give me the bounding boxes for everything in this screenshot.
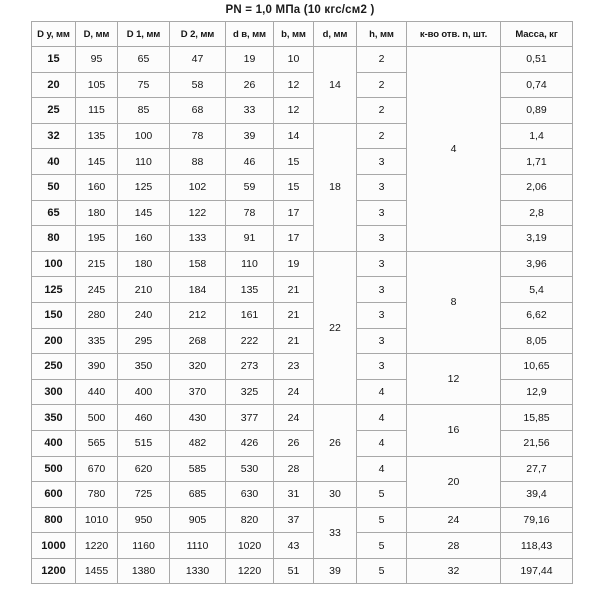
cell-hub-height: 4 [357, 456, 407, 482]
cell-thickness: 15 [274, 149, 314, 175]
column-header-h: h, мм [357, 22, 407, 47]
cell-raised-face: 212 [170, 302, 226, 328]
cell-nominal-diameter: 250 [32, 354, 76, 380]
cell-thickness: 31 [274, 482, 314, 508]
cell-bore-diameter: 110 [226, 251, 274, 277]
cell-hub-height: 4 [357, 430, 407, 456]
cell-thickness: 21 [274, 277, 314, 303]
cell-bore-diameter: 530 [226, 456, 274, 482]
cell-hub-height: 3 [357, 277, 407, 303]
cell-hub-height: 4 [357, 379, 407, 405]
cell-nominal-diameter: 300 [32, 379, 76, 405]
cell-nominal-diameter: 200 [32, 328, 76, 354]
cell-outer-diameter: 780 [76, 482, 118, 508]
cell-bore-diameter: 222 [226, 328, 274, 354]
cell-bore-diameter: 161 [226, 302, 274, 328]
cell-nominal-diameter: 15 [32, 47, 76, 73]
column-header-dy: D у, мм [32, 22, 76, 47]
cell-bolt-circle: 515 [118, 430, 170, 456]
cell-outer-diameter: 195 [76, 226, 118, 252]
cell-thickness: 26 [274, 430, 314, 456]
cell-thickness: 15 [274, 174, 314, 200]
cell-bore-diameter: 33 [226, 98, 274, 124]
cell-bore-diameter: 39 [226, 123, 274, 149]
cell-raised-face: 68 [170, 98, 226, 124]
cell-mass: 3,96 [501, 251, 573, 277]
cell-raised-face: 320 [170, 354, 226, 380]
cell-bore-diameter: 59 [226, 174, 274, 200]
cell-thickness: 43 [274, 533, 314, 559]
cell-outer-diameter: 335 [76, 328, 118, 354]
cell-nominal-diameter: 1000 [32, 533, 76, 559]
cell-outer-diameter: 670 [76, 456, 118, 482]
cell-outer-diameter: 440 [76, 379, 118, 405]
cell-outer-diameter: 215 [76, 251, 118, 277]
cell-mass: 8,05 [501, 328, 573, 354]
cell-mass: 1,4 [501, 123, 573, 149]
cell-thickness: 19 [274, 251, 314, 277]
cell-nominal-diameter: 125 [32, 277, 76, 303]
cell-hub-height: 3 [357, 251, 407, 277]
cell-bolt-circle: 1380 [118, 558, 170, 584]
cell-nominal-diameter: 800 [32, 507, 76, 533]
cell-raised-face: 1110 [170, 533, 226, 559]
cell-bore-diameter: 377 [226, 405, 274, 431]
column-header-d2: D 2, мм [170, 22, 226, 47]
cell-thickness: 14 [274, 123, 314, 149]
cell-bolt-diameter: 22 [314, 251, 357, 405]
cell-hub-height: 5 [357, 558, 407, 584]
cell-hub-height: 3 [357, 328, 407, 354]
cell-bolt-circle: 210 [118, 277, 170, 303]
cell-thickness: 12 [274, 72, 314, 98]
cell-nominal-diameter: 100 [32, 251, 76, 277]
cell-bolt-count: 4 [407, 47, 501, 252]
header-row [32, 22, 573, 47]
cell-raised-face: 58 [170, 72, 226, 98]
cell-raised-face: 1330 [170, 558, 226, 584]
cell-bore-diameter: 630 [226, 482, 274, 508]
cell-bore-diameter: 1220 [226, 558, 274, 584]
cell-outer-diameter: 245 [76, 277, 118, 303]
cell-nominal-diameter: 32 [32, 123, 76, 149]
cell-bolt-count: 32 [407, 558, 501, 584]
column-header-bolt-diameter: d, мм [314, 22, 357, 47]
cell-mass: 39,4 [501, 482, 573, 508]
cell-hub-height: 5 [357, 533, 407, 559]
cell-hub-height: 2 [357, 47, 407, 73]
cell-mass: 2,06 [501, 174, 573, 200]
cell-bolt-circle: 125 [118, 174, 170, 200]
cell-mass: 79,16 [501, 507, 573, 533]
cell-hub-height: 2 [357, 98, 407, 124]
table-header [32, 22, 573, 47]
cell-outer-diameter: 1010 [76, 507, 118, 533]
cell-thickness: 10 [274, 47, 314, 73]
column-header-b: b, мм [274, 22, 314, 47]
cell-bolt-count: 16 [407, 405, 501, 456]
cell-bolt-circle: 65 [118, 47, 170, 73]
cell-bolt-diameter: 39 [314, 558, 357, 584]
cell-bore-diameter: 273 [226, 354, 274, 380]
cell-hub-height: 3 [357, 200, 407, 226]
cell-raised-face: 482 [170, 430, 226, 456]
flange-spec-table [31, 21, 573, 584]
cell-mass: 5,4 [501, 277, 573, 303]
cell-outer-diameter: 145 [76, 149, 118, 175]
cell-nominal-diameter: 20 [32, 72, 76, 98]
cell-bolt-diameter: 18 [314, 123, 357, 251]
cell-raised-face: 268 [170, 328, 226, 354]
cell-bore-diameter: 26 [226, 72, 274, 98]
cell-bolt-count: 8 [407, 251, 501, 353]
table-row [32, 354, 573, 380]
cell-outer-diameter: 280 [76, 302, 118, 328]
cell-bolt-diameter: 30 [314, 482, 357, 508]
table-body [32, 47, 573, 584]
cell-bolt-circle: 75 [118, 72, 170, 98]
cell-raised-face: 88 [170, 149, 226, 175]
cell-mass: 197,44 [501, 558, 573, 584]
cell-bore-diameter: 135 [226, 277, 274, 303]
column-header-d1: D 1, мм [118, 22, 170, 47]
cell-bore-diameter: 19 [226, 47, 274, 73]
table-row [32, 507, 573, 533]
cell-hub-height: 4 [357, 405, 407, 431]
cell-nominal-diameter: 600 [32, 482, 76, 508]
cell-outer-diameter: 500 [76, 405, 118, 431]
cell-mass: 27,7 [501, 456, 573, 482]
cell-thickness: 21 [274, 302, 314, 328]
cell-bore-diameter: 1020 [226, 533, 274, 559]
cell-raised-face: 685 [170, 482, 226, 508]
cell-thickness: 23 [274, 354, 314, 380]
table-row [32, 456, 573, 482]
cell-mass: 12,9 [501, 379, 573, 405]
cell-bolt-count: 28 [407, 533, 501, 559]
cell-nominal-diameter: 500 [32, 456, 76, 482]
cell-nominal-diameter: 400 [32, 430, 76, 456]
cell-bolt-diameter: 26 [314, 405, 357, 482]
cell-bolt-count: 12 [407, 354, 501, 405]
cell-outer-diameter: 105 [76, 72, 118, 98]
cell-thickness: 51 [274, 558, 314, 584]
column-header-mass: Масса, кг [501, 22, 573, 47]
cell-outer-diameter: 1455 [76, 558, 118, 584]
cell-thickness: 21 [274, 328, 314, 354]
cell-bolt-circle: 110 [118, 149, 170, 175]
cell-thickness: 17 [274, 226, 314, 252]
cell-hub-height: 5 [357, 482, 407, 508]
column-header-bolt-count: к-во отв. n, шт. [407, 22, 501, 47]
cell-bolt-diameter: 14 [314, 47, 357, 124]
table-row [32, 533, 573, 559]
cell-nominal-diameter: 1200 [32, 558, 76, 584]
cell-bolt-circle: 400 [118, 379, 170, 405]
cell-mass: 3,19 [501, 226, 573, 252]
cell-raised-face: 184 [170, 277, 226, 303]
cell-outer-diameter: 1220 [76, 533, 118, 559]
cell-outer-diameter: 390 [76, 354, 118, 380]
table-row [32, 251, 573, 277]
cell-mass: 6,62 [501, 302, 573, 328]
cell-raised-face: 133 [170, 226, 226, 252]
cell-raised-face: 430 [170, 405, 226, 431]
cell-bore-diameter: 820 [226, 507, 274, 533]
cell-bolt-circle: 460 [118, 405, 170, 431]
cell-mass: 1,71 [501, 149, 573, 175]
cell-thickness: 28 [274, 456, 314, 482]
cell-bore-diameter: 426 [226, 430, 274, 456]
cell-outer-diameter: 565 [76, 430, 118, 456]
cell-bolt-circle: 240 [118, 302, 170, 328]
cell-hub-height: 3 [357, 226, 407, 252]
cell-bolt-circle: 350 [118, 354, 170, 380]
cell-mass: 10,65 [501, 354, 573, 380]
cell-thickness: 24 [274, 379, 314, 405]
cell-outer-diameter: 160 [76, 174, 118, 200]
cell-bolt-circle: 85 [118, 98, 170, 124]
cell-nominal-diameter: 50 [32, 174, 76, 200]
cell-nominal-diameter: 350 [32, 405, 76, 431]
cell-raised-face: 78 [170, 123, 226, 149]
cell-raised-face: 102 [170, 174, 226, 200]
cell-thickness: 24 [274, 405, 314, 431]
cell-hub-height: 3 [357, 302, 407, 328]
cell-raised-face: 122 [170, 200, 226, 226]
cell-bore-diameter: 325 [226, 379, 274, 405]
cell-mass: 2,8 [501, 200, 573, 226]
cell-raised-face: 47 [170, 47, 226, 73]
table-row [32, 47, 573, 73]
cell-thickness: 17 [274, 200, 314, 226]
cell-bolt-circle: 145 [118, 200, 170, 226]
cell-bore-diameter: 46 [226, 149, 274, 175]
cell-outer-diameter: 135 [76, 123, 118, 149]
cell-outer-diameter: 115 [76, 98, 118, 124]
cell-bolt-circle: 180 [118, 251, 170, 277]
page-title: PN = 1,0 МПа (10 кгс/см2 ) [225, 4, 375, 16]
cell-bolt-circle: 950 [118, 507, 170, 533]
cell-mass: 0,74 [501, 72, 573, 98]
cell-hub-height: 3 [357, 354, 407, 380]
cell-bolt-count: 24 [407, 507, 501, 533]
cell-bolt-diameter: 33 [314, 507, 357, 558]
cell-nominal-diameter: 150 [32, 302, 76, 328]
cell-raised-face: 370 [170, 379, 226, 405]
cell-bolt-circle: 100 [118, 123, 170, 149]
column-header-d: D, мм [76, 22, 118, 47]
cell-bore-diameter: 91 [226, 226, 274, 252]
cell-nominal-diameter: 80 [32, 226, 76, 252]
cell-bore-diameter: 78 [226, 200, 274, 226]
cell-outer-diameter: 95 [76, 47, 118, 73]
cell-mass: 0,51 [501, 47, 573, 73]
cell-mass: 0,89 [501, 98, 573, 124]
cell-bolt-circle: 160 [118, 226, 170, 252]
cell-hub-height: 5 [357, 507, 407, 533]
column-header-dv: d в, мм [226, 22, 274, 47]
cell-bolt-circle: 725 [118, 482, 170, 508]
cell-bolt-circle: 295 [118, 328, 170, 354]
cell-hub-height: 3 [357, 174, 407, 200]
cell-mass: 21,56 [501, 430, 573, 456]
table-row [32, 558, 573, 584]
cell-hub-height: 3 [357, 149, 407, 175]
table-row [32, 405, 573, 431]
cell-raised-face: 585 [170, 456, 226, 482]
cell-raised-face: 158 [170, 251, 226, 277]
table-container [0, 21, 600, 584]
cell-hub-height: 2 [357, 72, 407, 98]
cell-nominal-diameter: 40 [32, 149, 76, 175]
cell-raised-face: 905 [170, 507, 226, 533]
cell-mass: 118,43 [501, 533, 573, 559]
cell-bolt-circle: 1160 [118, 533, 170, 559]
cell-nominal-diameter: 65 [32, 200, 76, 226]
cell-bolt-circle: 620 [118, 456, 170, 482]
cell-thickness: 12 [274, 98, 314, 124]
cell-outer-diameter: 180 [76, 200, 118, 226]
cell-thickness: 37 [274, 507, 314, 533]
cell-hub-height: 2 [357, 123, 407, 149]
cell-nominal-diameter: 25 [32, 98, 76, 124]
cell-bolt-count: 20 [407, 456, 501, 507]
cell-mass: 15,85 [501, 405, 573, 431]
